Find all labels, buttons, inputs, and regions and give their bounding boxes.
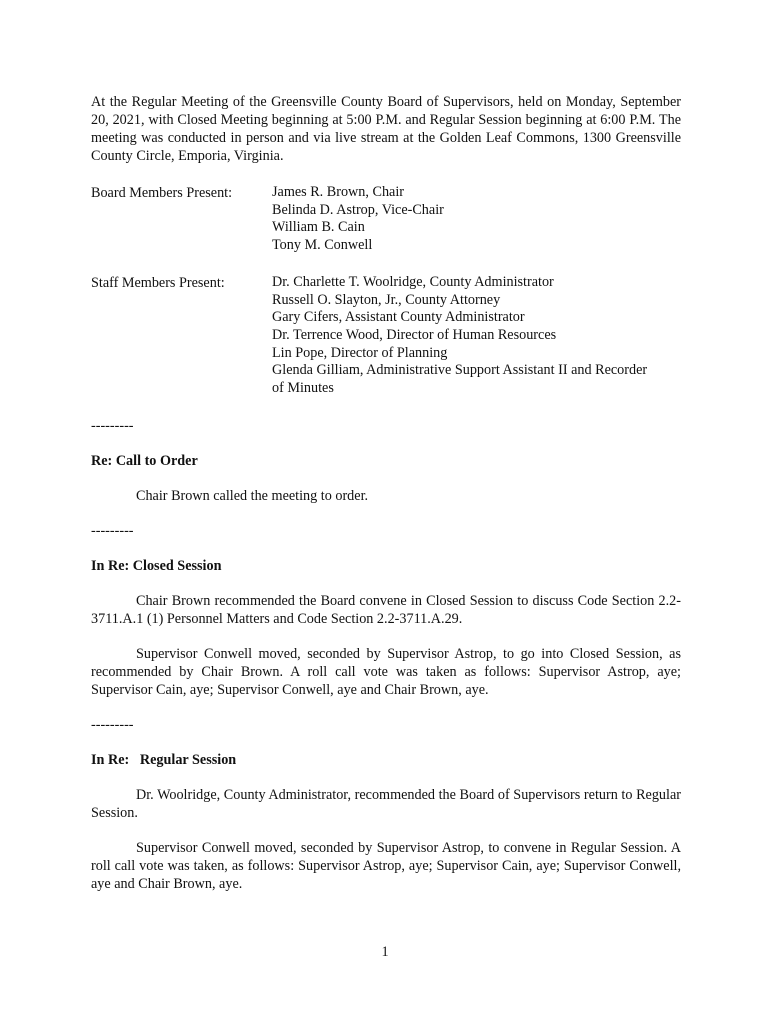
regular-session-paragraph-2: Supervisor Conwell moved, seconded by Supervisor Astrop, to convene in Regular Session. A roll call vote was taken, as follows: Supervisor Astrop, aye; Supervisor Cain, aye; Supervisor Conwell, aye and Chair Brown, aye. <box>91 839 681 892</box>
call-to-order-heading: Re: Call to Order <box>91 452 198 469</box>
regular-session-heading: In Re: Regular Session <box>91 751 237 768</box>
staff-members-list <box>272 274 681 398</box>
board-member: Belinda D. Astrop, Vice-Chair <box>272 201 444 218</box>
page-number: 1 <box>381 944 389 960</box>
staff-member: Glenda Gilliam, Administrative Support Assistant II and Recorder <box>272 362 648 379</box>
intro-paragraph: At the Regular Meeting of the Greensville County Board of Supervisors, held on Monday, September 20, 2021, with Closed Meeting beginning at 5:00 P.M. and Regular Session beginning at 6:00 P.M. The meeting was conducted in person and via live stream at the Golden Leaf Commons, 1300 Greensville County Circle, Emporia, Virginia. <box>91 94 681 164</box>
closed-session-paragraph-1: Chair Brown recommended the Board convene in Closed Session to discuss Code Section 2.2-3711.A.1 (1) Personnel Matters and Code Section 2.2-3711.A.29. <box>91 592 681 627</box>
staff-member: Russell O. Slayton, Jr., County Attorney <box>272 291 501 308</box>
closed-session-heading: In Re: Closed Session <box>91 557 222 574</box>
staff-member: Lin Pope, Director of Planning <box>272 344 448 361</box>
staff-member: Gary Cifers, Assistant County Administrator <box>272 309 525 326</box>
board-member: Tony M. Conwell <box>272 237 373 254</box>
regular-session-paragraph-1: Dr. Woolridge, County Administrator, recommended the Board of Supervisors return to Regular Session. <box>91 786 681 821</box>
staff-member: Dr. Terrence Wood, Director of Human Resources <box>272 326 557 343</box>
closed-session-paragraph-2: Supervisor Conwell moved, seconded by Supervisor Astrop, to go into Closed Session, as recommended by Chair Brown. A roll call vote was taken as follows: Supervisor Astrop, aye; Supervisor Cain, aye; Supervisor Conwell, aye and Chair Brown, aye. <box>91 645 681 698</box>
board-member: William B. Cain <box>272 219 365 236</box>
section-separator: --------- <box>91 522 134 539</box>
minutes-page <box>91 93 681 910</box>
board-members-label: Board Members Present: <box>91 185 233 201</box>
section-separator: --------- <box>91 417 134 434</box>
staff-member: Dr. Charlette T. Woolridge, County Administrator <box>272 273 554 290</box>
board-member: James R. Brown, Chair <box>272 184 405 200</box>
call-to-order-text: Chair Brown called the meeting to order. <box>136 487 369 504</box>
section-separator: --------- <box>91 716 134 733</box>
staff-members-label: Staff Members Present: <box>91 274 225 291</box>
staff-members-section <box>91 274 681 398</box>
board-members-list <box>272 184 681 255</box>
board-members-section <box>91 184 681 255</box>
staff-member: of Minutes <box>272 380 334 397</box>
